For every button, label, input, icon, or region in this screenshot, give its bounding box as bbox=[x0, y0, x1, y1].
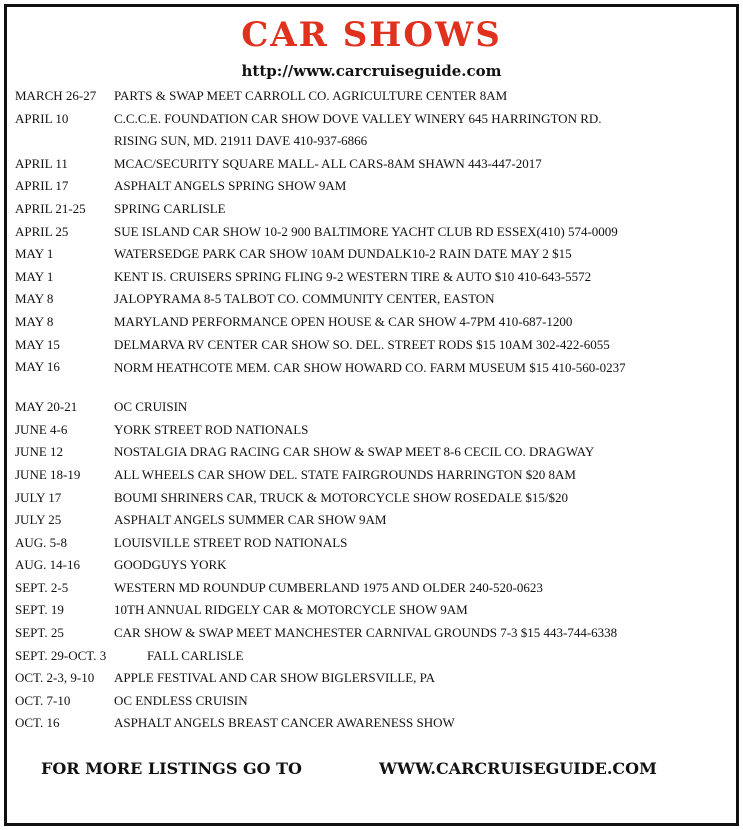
event-description: SUE ISLAND CAR SHOW 10-2 900 BALTIMORE YACHT CLUB RD ESSEX(410) 574-0009 bbox=[114, 223, 618, 239]
event-date: MAY 1 bbox=[15, 246, 54, 262]
event-date: SEPT. 29-OCT. 3 bbox=[15, 647, 107, 663]
event-description: ASPHALT ANGELS SPRING SHOW 9AM bbox=[114, 178, 347, 194]
event-description: OC CRUISIN bbox=[114, 399, 188, 415]
event-date: SEPT. 2-5 bbox=[15, 579, 69, 595]
event-date: MAY 8 bbox=[15, 313, 54, 329]
event-date: OCT. 7-10 bbox=[15, 692, 71, 708]
event-date: MAY 16 bbox=[15, 359, 60, 375]
event-date: JULY 25 bbox=[15, 512, 62, 528]
event-date: JUNE 4-6 bbox=[15, 421, 68, 437]
event-description: MCAC/SECURITY SQUARE MALL- ALL CARS-8AM SHAWN 443-447-2017 bbox=[114, 155, 542, 171]
event-date: MAY 15 bbox=[15, 336, 60, 352]
event-description: LOUISVILLE STREET ROD NATIONALS bbox=[114, 534, 348, 550]
event-row bbox=[15, 266, 725, 289]
event-list bbox=[15, 85, 725, 735]
flyer-frame bbox=[4, 4, 739, 826]
event-row bbox=[15, 334, 725, 357]
event-date: JUNE 18-19 bbox=[15, 466, 81, 482]
event-description: 10TH ANNUAL RIDGELY CAR & MOTORCYCLE SHOW 9AM bbox=[114, 602, 468, 618]
event-row bbox=[15, 108, 725, 131]
event-date: OCT. 2-3, 9-10 bbox=[15, 670, 95, 686]
event-date: APRIL 21-25 bbox=[15, 200, 86, 216]
event-date: MAY 1 bbox=[15, 268, 54, 284]
event-row bbox=[15, 622, 725, 645]
event-row bbox=[15, 311, 725, 334]
footer-website-link[interactable]: WWW.CARCRUISEGUIDE.COM bbox=[379, 759, 657, 778]
event-description: C.C.C.E. FOUNDATION CAR SHOW DOVE VALLEY WINERY 645 HARRINGTON RD. bbox=[114, 110, 602, 126]
event-date: JUNE 12 bbox=[15, 444, 64, 460]
event-description: GOODGUYS YORK bbox=[114, 557, 227, 573]
event-row bbox=[15, 153, 725, 176]
event-date: MAY 20-21 bbox=[15, 399, 78, 415]
event-date: SEPT. 25 bbox=[15, 625, 64, 641]
event-row bbox=[15, 175, 725, 198]
event-row bbox=[15, 441, 725, 464]
event-date: AUG. 14-16 bbox=[15, 557, 80, 573]
event-description: YORK STREET ROD NATIONALS bbox=[114, 421, 309, 437]
event-row bbox=[15, 599, 725, 622]
event-description: JALOPYRAMA 8-5 TALBOT CO. COMMUNITY CENTER, EASTON bbox=[114, 291, 495, 307]
event-row bbox=[15, 288, 725, 311]
event-row bbox=[15, 532, 725, 555]
event-row bbox=[15, 487, 725, 510]
event-date: APRIL 11 bbox=[15, 155, 68, 171]
event-row bbox=[15, 712, 725, 735]
event-description: ALL WHEELS CAR SHOW DEL. STATE FAIRGROUNDS HARRINGTON $20 8AM bbox=[114, 466, 576, 482]
event-description: WESTERN MD ROUNDUP CUMBERLAND 1975 AND OLDER 240-520-0623 bbox=[114, 579, 543, 595]
footer-cta: FOR MORE LISTINGS GO TO bbox=[41, 759, 302, 778]
event-description: CAR SHOW & SWAP MEET MANCHESTER CARNIVAL GROUNDS 7-3 $15 443-744-6338 bbox=[114, 625, 618, 641]
event-row bbox=[15, 356, 725, 396]
event-row bbox=[15, 396, 725, 419]
event-row bbox=[15, 577, 725, 600]
event-row bbox=[15, 198, 725, 221]
event-description: APPLE FESTIVAL AND CAR SHOW BIGLERSVILLE, PA bbox=[114, 670, 436, 686]
event-date: MARCH 26-27 bbox=[15, 88, 97, 103]
event-date: MAY 8 bbox=[15, 291, 54, 307]
event-date: JULY 17 bbox=[15, 489, 62, 505]
event-date: APRIL 25 bbox=[15, 223, 69, 239]
event-description: ASPHALT ANGELS SUMMER CAR SHOW 9AM bbox=[114, 512, 387, 528]
event-row bbox=[15, 221, 725, 244]
event-date: AUG. 5-8 bbox=[15, 534, 67, 550]
event-row bbox=[15, 243, 725, 266]
event-description: WATERSEDGE PARK CAR SHOW 10AM DUNDALK10-2 RAIN DATE MAY 2 $15 bbox=[114, 246, 572, 262]
event-description: OC ENDLESS CRUISIN bbox=[114, 692, 248, 708]
event-row bbox=[15, 690, 725, 713]
event-row bbox=[15, 85, 725, 108]
event-description: FALL CARLISLE bbox=[147, 647, 244, 663]
event-description: RISING SUN, MD. 21911 DAVE 410-937-6866 bbox=[114, 133, 368, 149]
event-row bbox=[15, 464, 725, 487]
event-date: APRIL 10 bbox=[15, 110, 69, 126]
event-description: SPRING CARLISLE bbox=[114, 200, 226, 216]
event-row-continuation bbox=[15, 130, 725, 153]
event-description: BOUMI SHRINERS CAR, TRUCK & MOTORCYCLE SHOW ROSEDALE $15/$20 bbox=[114, 489, 568, 505]
event-description: PARTS & SWAP MEET CARROLL CO. AGRICULTURE CENTER 8AM bbox=[114, 88, 508, 103]
event-description: DELMARVA RV CENTER CAR SHOW SO. DEL. STREET RODS $15 10AM 302-422-6055 bbox=[114, 336, 610, 352]
event-date: OCT. 16 bbox=[15, 715, 60, 731]
event-description: NORM HEATHCOTE MEM. CAR SHOW HOWARD CO. FARM MUSEUM $15 410-560-0237 bbox=[114, 360, 626, 376]
event-row bbox=[15, 419, 725, 442]
event-date: APRIL 17 bbox=[15, 178, 69, 194]
event-description: ASPHALT ANGELS BREAST CANCER AWARENESS SHOW bbox=[114, 715, 455, 731]
event-description: MARYLAND PERFORMANCE OPEN HOUSE & CAR SHOW 4-7PM 410-687-1200 bbox=[114, 313, 573, 329]
event-row bbox=[15, 667, 725, 690]
page-title: CAR SHOWS bbox=[241, 15, 502, 55]
event-description: NOSTALGIA DRAG RACING CAR SHOW & SWAP MEET 8-6 CECIL CO. DRAGWAY bbox=[114, 444, 595, 460]
event-description: KENT IS. CRUISERS SPRING FLING 9-2 WESTERN TIRE & AUTO $10 410-643-5572 bbox=[114, 268, 592, 284]
event-row bbox=[15, 509, 725, 532]
website-url[interactable]: http://www.carcruiseguide.com bbox=[241, 62, 502, 80]
event-row bbox=[15, 554, 725, 577]
event-date: SEPT. 19 bbox=[15, 602, 64, 618]
event-row bbox=[15, 645, 725, 668]
